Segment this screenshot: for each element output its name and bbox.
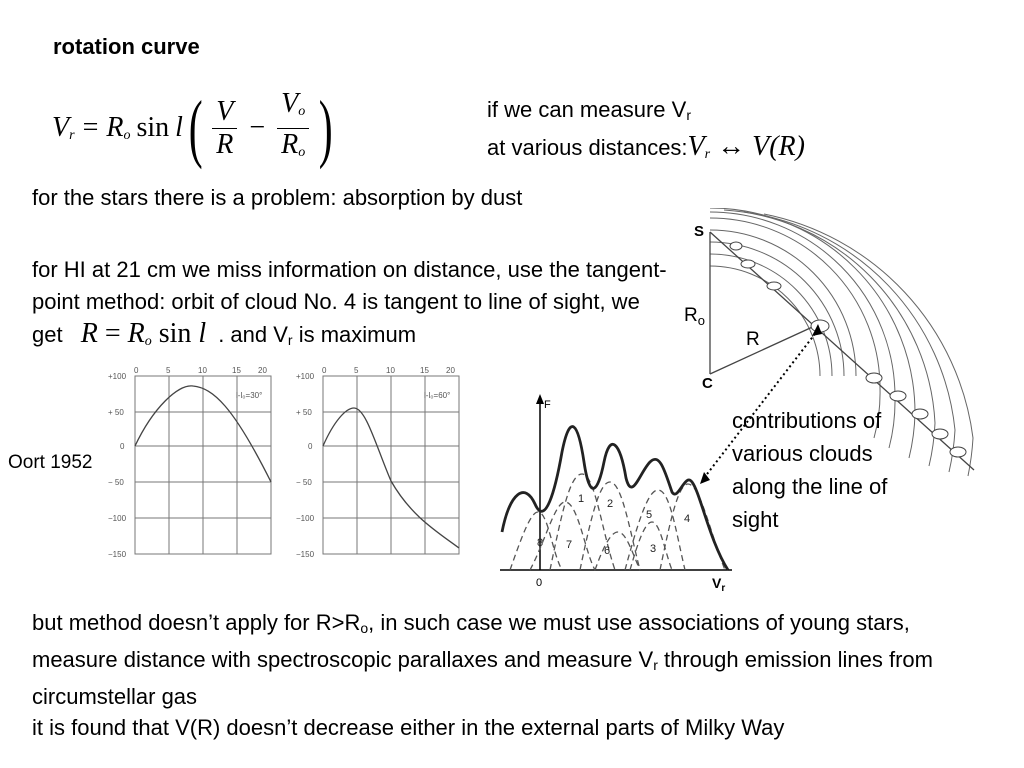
cloud-6 bbox=[890, 391, 906, 401]
eq-minus: − bbox=[249, 112, 266, 143]
oort-right-xtick: 5 bbox=[354, 366, 359, 375]
component-6 bbox=[595, 532, 640, 570]
oort-label: Oort 1952 bbox=[8, 452, 93, 473]
cloud-7 bbox=[912, 409, 928, 419]
oort-left-ytick: −150 bbox=[108, 550, 127, 559]
measure-line-1: if we can measure $V_r$ bbox=[487, 97, 691, 123]
oort-left-xtick: 5 bbox=[166, 366, 171, 375]
oort-right-ytick: +100 bbox=[296, 372, 315, 381]
measure-line-2: at various $distances:V_r$ ↔ V(R) bbox=[487, 131, 805, 162]
cloud-1 bbox=[730, 242, 742, 250]
cloud-2 bbox=[741, 260, 755, 268]
oort-right-xtick: 0 bbox=[322, 366, 327, 375]
spectrum-y-label: F bbox=[544, 399, 551, 411]
eq-sin: sin bbox=[136, 112, 170, 143]
oort-left-ytick: − 50 bbox=[108, 478, 124, 487]
oort-plot-left bbox=[108, 366, 280, 562]
eq-lhs: $V_r$ bbox=[52, 112, 75, 143]
component-label: 7 bbox=[566, 539, 573, 551]
measure-note bbox=[487, 94, 907, 171]
spectrum-x-label: $V_r$ bbox=[712, 575, 726, 592]
component-label: 6 bbox=[604, 545, 611, 557]
eq-frac-1: $\frac{V}{R}$ bbox=[212, 96, 237, 161]
eq-ro: $R_o$ bbox=[106, 112, 131, 143]
oort-left-ytick: −100 bbox=[108, 514, 127, 523]
component-label: 5 bbox=[646, 509, 653, 521]
spectrum-y-arrow bbox=[536, 394, 544, 404]
oort-right-ytick: −100 bbox=[296, 514, 315, 523]
cloud-9 bbox=[950, 447, 966, 457]
slide-title: rotation curve bbox=[53, 34, 200, 59]
oort-right-xtick: 15 bbox=[420, 366, 429, 375]
oort-right-xtick: 10 bbox=[386, 366, 395, 375]
cloud-8 bbox=[932, 429, 948, 439]
oort-left-panel-label: l-l₀=30° bbox=[236, 391, 263, 400]
oort-plot-right bbox=[296, 366, 468, 562]
point-c-label: C bbox=[702, 375, 713, 392]
component-4 bbox=[660, 484, 725, 570]
dotted-arrow-head-top bbox=[812, 324, 822, 336]
para-found: it is found that V(R) doesn’t decrease either in the external parts of Milky Way bbox=[32, 715, 785, 740]
eq-sign: = bbox=[82, 112, 99, 143]
oort-left-ytick: + 50 bbox=[108, 408, 124, 417]
component-label: 2 bbox=[607, 498, 614, 510]
eq-rparen: ) bbox=[318, 86, 333, 170]
component-label: 8 bbox=[537, 537, 544, 549]
ro-label: $R_o$ bbox=[684, 305, 705, 328]
oort-right-ytick: −150 bbox=[296, 550, 315, 559]
eq-lparen: ( bbox=[188, 86, 203, 170]
para-but: but method doesn’t apply for $R>R_o$, in such case we must use associations of young stars, measure distance with spectroscopic parallaxes and measure $V_r$ through emission lines from circumstellar gas bbox=[32, 610, 933, 709]
component-label: 4 bbox=[684, 513, 691, 525]
para-stars: for the stars there is a problem: absorption by dust bbox=[32, 185, 523, 210]
oort-right-ytick: − 50 bbox=[296, 478, 312, 487]
oort-left-ytick: +100 bbox=[108, 372, 127, 381]
oort-left-ytick: 0 bbox=[120, 442, 125, 451]
oort-right-xtick: 20 bbox=[446, 366, 455, 375]
cloud-5 bbox=[866, 373, 882, 383]
point-s-label: S bbox=[694, 223, 705, 240]
tangent-formula: $R = R_o$ sin l bbox=[80, 318, 207, 349]
r-label: R bbox=[746, 329, 760, 350]
spectrum-zero-label: 0 bbox=[536, 577, 543, 589]
oort-right-ytick: 0 bbox=[308, 442, 313, 451]
oort-left-xtick: 10 bbox=[198, 366, 207, 375]
para-hi: for HI at 21 cm we miss information on distance, use the tangent-point method: orbit of cloud No. 4 is tangent to line of sight, we get $R = R_o$ sin l . and $V_r$ is maximum bbox=[32, 257, 667, 349]
component-label: 3 bbox=[650, 543, 657, 555]
component-8 bbox=[510, 512, 562, 570]
oort-left-xtick: 0 bbox=[134, 366, 139, 375]
cloud-3 bbox=[767, 282, 781, 290]
dotted-arrow-head-bottom bbox=[700, 472, 710, 484]
oort-right-ytick: + 50 bbox=[296, 408, 312, 417]
oort-left-xtick: 20 bbox=[258, 366, 267, 375]
component-label: 1 bbox=[578, 493, 585, 505]
oort-left-xtick: 15 bbox=[232, 366, 241, 375]
eq-frac-2: $\frac{V_o}{R_o}$ bbox=[277, 88, 309, 169]
rotation-equation bbox=[52, 88, 339, 168]
contributions-label: contributions of various clouds along the line of sight bbox=[732, 408, 888, 532]
oort-right-panel-label: l-l₀=60° bbox=[424, 391, 451, 400]
eq-l: l bbox=[175, 112, 183, 143]
